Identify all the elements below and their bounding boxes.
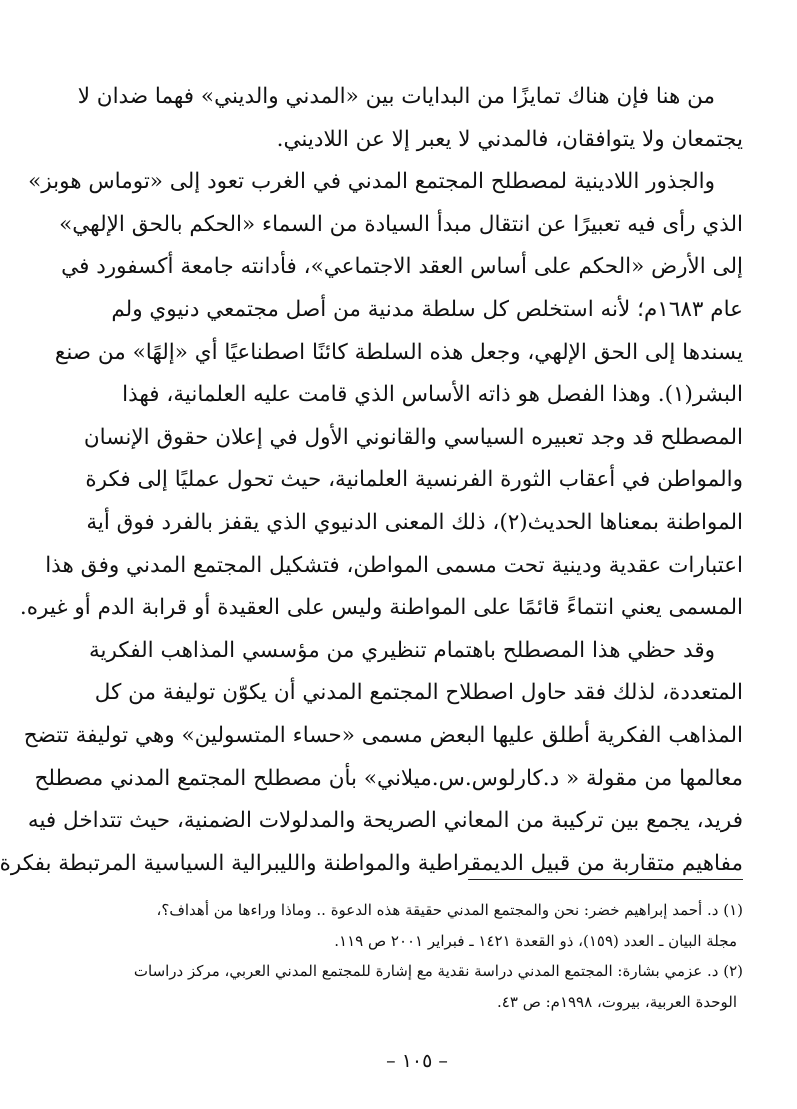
text-line: يجتمعان ولا يتوافقان، فالمدني لا يعبر إلا عن اللاديني. <box>276 126 743 152</box>
text-line: المصطلح قد وجد تعبيره السياسي والقانوني الأول في إعلان حقوق الإنسان <box>83 424 743 450</box>
paragraph-1 <box>77 76 743 161</box>
text-line: يسندها إلى الحق الإلهي، وجعل هذه السلطة كائنًا اصطناعيًا أي «إلهًا» من صنع <box>54 339 743 365</box>
text-line: عام ١٦٨٣م؛ لأنه استخلص كل سلطة مدنية من أصل مجتمعي دنيوي ولم <box>111 296 743 322</box>
main-text <box>0 76 743 885</box>
footnote-line: (٢) د. عزمي بشارة: المجتمع المدني دراسة نقدية مع إشارة للمجتمع المدني العربي، مركز دراسات <box>133 962 743 980</box>
footnote-line: الوحدة العربية، بيروت، ١٩٩٨م: ص ٤٣. <box>497 992 737 1011</box>
text-line: والمواطن في أعقاب الثورة الفرنسية العلمانية، حيث تحول عمليًا إلى فكرة <box>85 467 743 493</box>
text-line: اعتبارات عقدية ودينية تحت مسمى المواطن، فتشكيل المجتمع المدني وفق هذا <box>45 552 743 578</box>
text-line: مفاهيم متقاربة من قبيل الديمقراطية والمواطنة والليبرالية السياسية المرتبطة بفكرة <box>0 850 743 876</box>
text-line: المواطنة بمعناها الحديث(٢)، ذلك المعنى الدنيوي الذي يقفز بالفرد فوق أية <box>86 509 743 535</box>
text-line: معالمها من مقولة « د.كارلوس.س.ميلاني» بأن مصطلح المجتمع المدني مصطلح <box>34 765 743 791</box>
footnote-separator <box>468 879 743 880</box>
page-number: – ١٠٥ – <box>386 1050 448 1072</box>
text-line: إلى الأرض «الحكم على أساس العقد الاجتماعي»، فأدانته جامعة أكسفورد في <box>61 254 743 280</box>
text-line: البشر(١). وهذا الفصل هو ذاته الأساس الذي قامت عليه العلمانية، فهذا <box>122 382 743 408</box>
text-line: فريد، يجمع بين تركيبة من المعاني الصريحة والمدلولات الضمنية، حيث تتداخل فيه <box>27 808 743 834</box>
text-line: والجذور اللادينية لمصطلح المجتمع المدني في الغرب تعود إلى «توماس هوبز» <box>28 169 715 195</box>
text-line: المذاهب الفكرية أطلق عليها البعض مسمى «حساء المتسولين» وهي توليفة تتضح <box>23 722 743 748</box>
footnote-2 <box>91 956 743 1017</box>
text-line: المسمى يعني انتماءً قائمًا على المواطنة وليس على العقيدة أو قرابة الدم أو غيره. <box>19 595 743 621</box>
text-line: وقد حظي هذا المصطلح باهتمام تنظيري من مؤسسي المذاهب الفكرية <box>89 637 715 663</box>
paragraph-3 <box>0 630 743 886</box>
text-line: من هنا فإن هناك تمايزًا من البدايات بين «المدني والديني» فهما ضدان لا <box>77 84 715 109</box>
footnote-line: (١) د. أحمد إبراهيم خضر: نحن والمجتمع المدني حقيقة هذه الدعوة .. وماذا وراءها من أهداف؟، <box>156 901 743 919</box>
footnote-line: مجلة البيان ـ العدد (١٥٩)، ذو القعدة ١٤٢١ ـ فبراير ٢٠٠١ ص ١١٩. <box>334 931 737 950</box>
footnotes <box>91 895 743 1017</box>
paragraph-2 <box>19 161 743 630</box>
footnote-1 <box>91 895 743 956</box>
text-line: الذي رأى فيه تعبيرًا عن انتقال مبدأ السيادة من السماء «الحكم بالحق الإلهي» <box>59 211 743 237</box>
text-line: المتعددة، لذلك فقد حاول اصطلاح المجتمع المدني أن يكوّن توليفة من كل <box>94 680 743 706</box>
